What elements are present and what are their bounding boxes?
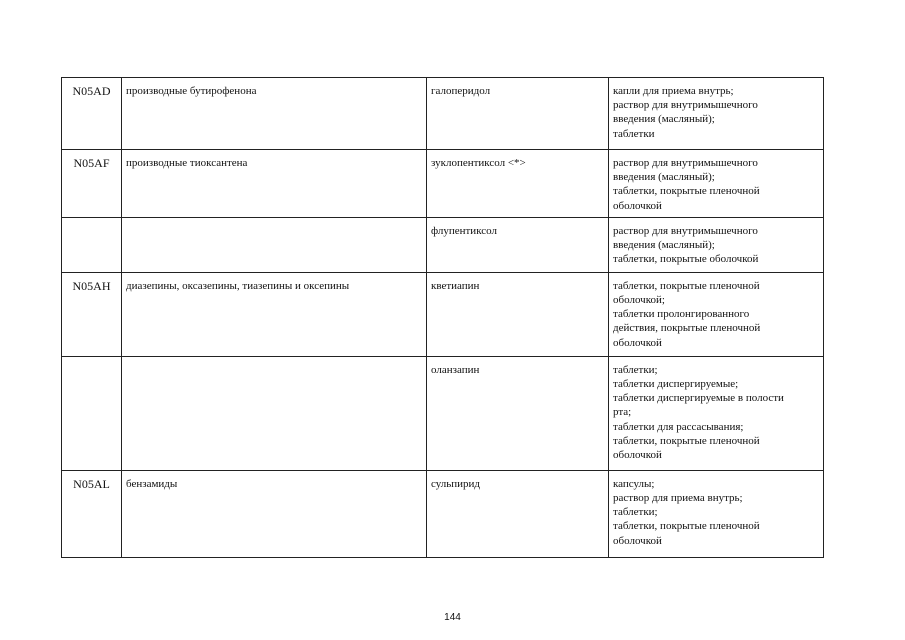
table-row: [62, 217, 824, 272]
dosage-form-line: рта;: [613, 406, 632, 419]
group-cell: производные тиоксантена: [122, 150, 427, 218]
group-cell: [122, 356, 427, 470]
atc-code-cell: N05AD: [62, 78, 122, 150]
dosage-form-line: таблетки, покрытые пленочной: [613, 185, 760, 198]
atc-code-cell: N05AH: [62, 272, 122, 356]
dosage-form-line: раствор для внутримышечного: [613, 224, 758, 237]
atc-code-cell: [62, 356, 122, 470]
dosage-form-line: раствор для внутримышечного: [613, 99, 758, 112]
dosage-form-line: таблетки;: [613, 506, 658, 519]
dosage-form-line: оболочкой;: [613, 294, 665, 307]
dosage-form-line: таблетки, покрытые оболочкой: [613, 253, 759, 266]
drug-classification-table: [61, 77, 824, 558]
atc-code-cell: [62, 217, 122, 272]
drug-name-cell: сульпирид: [427, 470, 609, 557]
table-row: [62, 78, 824, 150]
dosage-form-line: таблетки, покрытые пленочной: [613, 434, 760, 447]
table-row: [62, 356, 824, 470]
table-row: [62, 150, 824, 218]
dosage-form-line: действия, покрытые пленочной: [613, 322, 761, 335]
dosage-forms-cell: [609, 272, 824, 356]
table-row: [62, 272, 824, 356]
dosage-forms-cell: [609, 150, 824, 218]
dosage-form-line: введения (масляный);: [613, 171, 715, 184]
dosage-form-line: раствор для внутримышечного: [613, 157, 758, 169]
drug-name-cell: флупентиксол: [427, 217, 609, 272]
group-cell: производные бутирофенона: [122, 78, 427, 150]
dosage-forms-cell: [609, 470, 824, 557]
dosage-forms-cell: [609, 356, 824, 470]
dosage-form-line: оболочкой: [613, 336, 662, 349]
table-row: [62, 470, 824, 557]
dosage-form-line: раствор для приема внутрь;: [613, 492, 743, 505]
atc-code-cell: N05AF: [62, 150, 122, 218]
dosage-form-line: таблетки: [613, 127, 655, 140]
group-cell: [122, 217, 427, 272]
dosage-form-line: оболочкой: [613, 199, 662, 212]
dosage-forms-cell: [609, 217, 824, 272]
drug-name-cell: галоперидол: [427, 78, 609, 150]
atc-code-cell: N05AL: [62, 470, 122, 557]
dosage-form-line: таблетки диспергируемые в полости: [613, 392, 784, 405]
drug-name-cell: оланзапин: [427, 356, 609, 470]
dosage-form-line: введения (масляный);: [613, 113, 715, 126]
page-number: 144: [444, 612, 461, 623]
dosage-form-line: таблетки пролонгированного: [613, 308, 750, 321]
dosage-form-line: таблетки, покрытые пленочной: [613, 520, 760, 533]
dosage-form-line: введения (масляный);: [613, 239, 715, 252]
dosage-form-line: капсулы;: [613, 477, 655, 490]
dosage-form-line: оболочкой: [613, 449, 662, 462]
group-cell: бензамиды: [122, 470, 427, 557]
dosage-form-line: таблетки;: [613, 363, 658, 376]
dosage-forms-cell: [609, 78, 824, 150]
drug-name-cell: зуклопентиксол <*>: [427, 150, 609, 218]
dosage-form-line: таблетки, покрытые пленочной: [613, 279, 760, 292]
group-cell: диазепины, оксазепины, тиазепины и оксепины: [122, 272, 427, 356]
dosage-form-line: оболочкой: [613, 534, 662, 547]
dosage-form-line: таблетки диспергируемые;: [613, 378, 739, 391]
drug-name-cell: кветиапин: [427, 272, 609, 356]
dosage-form-line: капли для приема внутрь;: [613, 85, 734, 97]
table-body: [62, 78, 824, 558]
dosage-form-line: таблетки для рассасывания;: [613, 420, 744, 433]
